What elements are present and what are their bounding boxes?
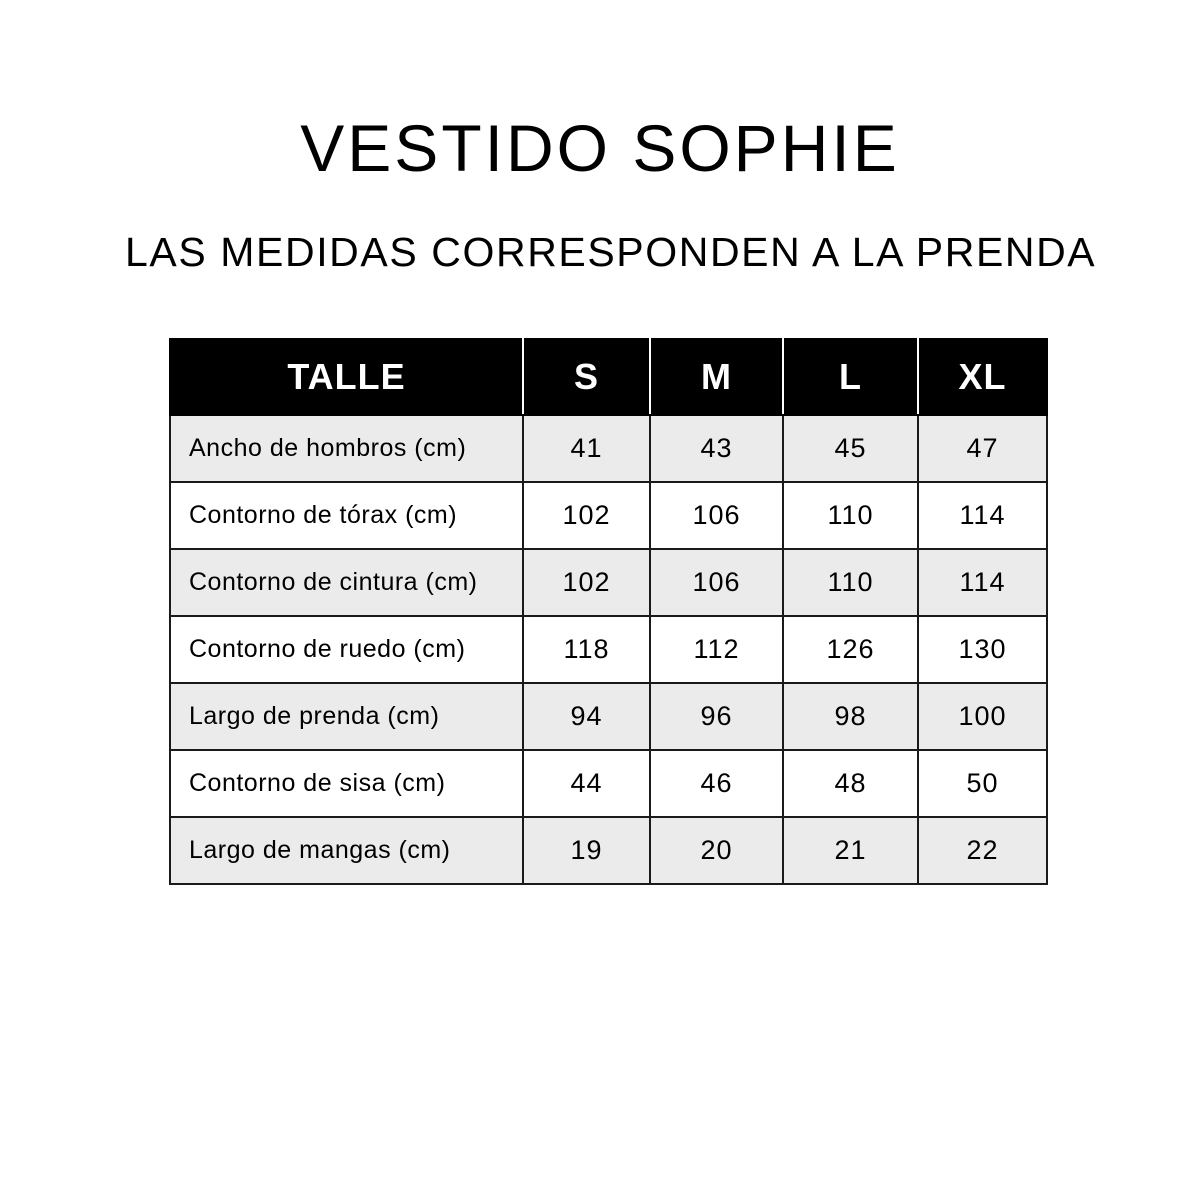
cell-l: 21 <box>783 817 918 884</box>
table-row <box>170 616 1047 683</box>
cell-s: 41 <box>523 415 650 482</box>
header-size-l: L <box>783 339 918 415</box>
row-label: Ancho de hombros (cm) <box>170 415 523 482</box>
page-title: VESTIDO SOPHIE <box>300 111 900 185</box>
table-row <box>170 817 1047 884</box>
table-header-row <box>170 339 1047 415</box>
table-row <box>170 549 1047 616</box>
cell-xl: 130 <box>918 616 1047 683</box>
cell-s: 118 <box>523 616 650 683</box>
cell-xl: 47 <box>918 415 1047 482</box>
row-label: Contorno de ruedo (cm) <box>170 616 523 683</box>
size-chart-table <box>169 338 1048 885</box>
row-label: Contorno de tórax (cm) <box>170 482 523 549</box>
cell-xl: 114 <box>918 549 1047 616</box>
row-label: Largo de mangas (cm) <box>170 817 523 884</box>
cell-xl: 50 <box>918 750 1047 817</box>
page-subtitle: LAS MEDIDAS CORRESPONDEN A LA PRENDA <box>125 229 1097 275</box>
table-row <box>170 482 1047 549</box>
cell-xl: 100 <box>918 683 1047 750</box>
row-label: Largo de prenda (cm) <box>170 683 523 750</box>
row-label: Contorno de cintura (cm) <box>170 549 523 616</box>
cell-s: 102 <box>523 549 650 616</box>
cell-s: 102 <box>523 482 650 549</box>
cell-m: 112 <box>650 616 783 683</box>
cell-m: 46 <box>650 750 783 817</box>
table-row <box>170 415 1047 482</box>
cell-m: 96 <box>650 683 783 750</box>
cell-xl: 22 <box>918 817 1047 884</box>
cell-m: 20 <box>650 817 783 884</box>
cell-l: 48 <box>783 750 918 817</box>
table-row <box>170 750 1047 817</box>
cell-s: 94 <box>523 683 650 750</box>
header-size-m: M <box>650 339 783 415</box>
cell-l: 126 <box>783 616 918 683</box>
cell-l: 110 <box>783 482 918 549</box>
cell-xl: 114 <box>918 482 1047 549</box>
cell-s: 19 <box>523 817 650 884</box>
cell-m: 43 <box>650 415 783 482</box>
row-label: Contorno de sisa (cm) <box>170 750 523 817</box>
cell-m: 106 <box>650 549 783 616</box>
cell-l: 98 <box>783 683 918 750</box>
cell-m: 106 <box>650 482 783 549</box>
header-size-xl: XL <box>918 339 1047 415</box>
cell-s: 44 <box>523 750 650 817</box>
cell-l: 45 <box>783 415 918 482</box>
cell-l: 110 <box>783 549 918 616</box>
header-talle: TALLE <box>170 339 523 415</box>
header-size-s: S <box>523 339 650 415</box>
table-row <box>170 683 1047 750</box>
